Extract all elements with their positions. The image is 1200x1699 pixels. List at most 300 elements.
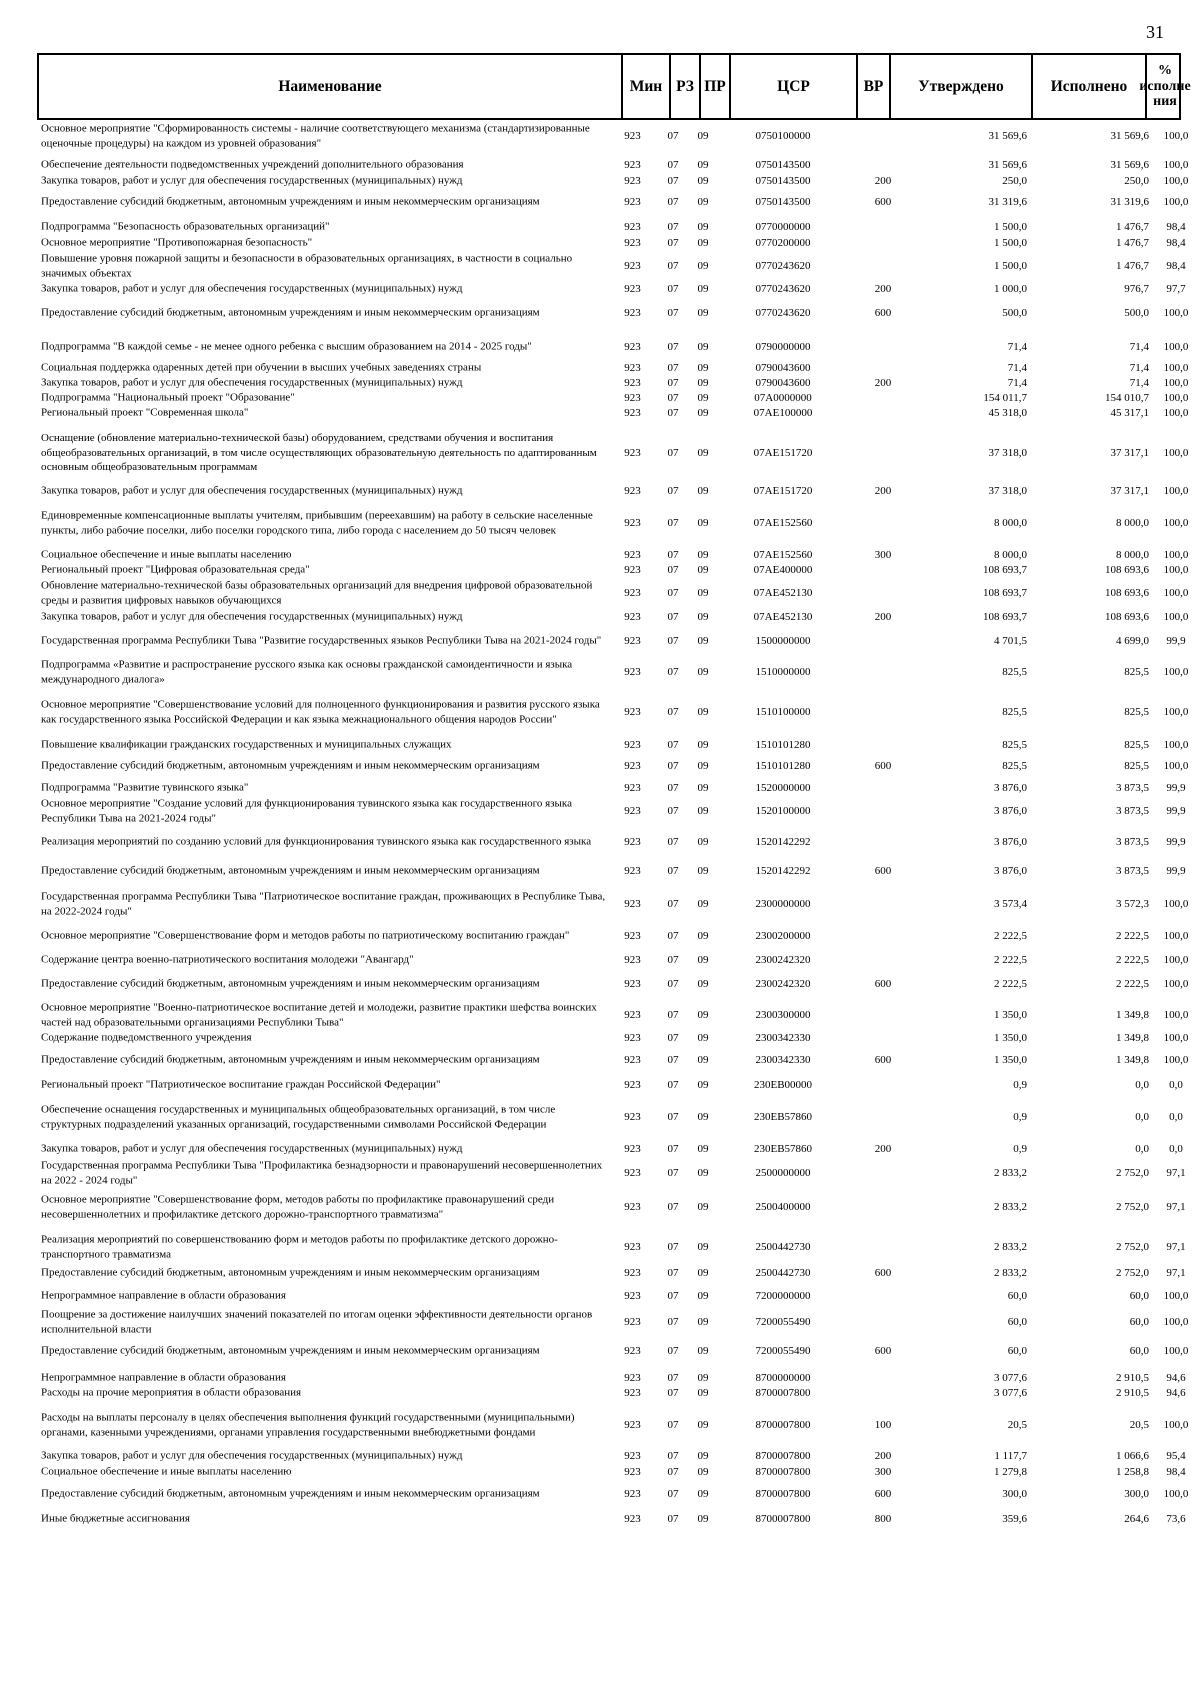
row-pr: 09 <box>697 1009 709 1021</box>
row-pr: 09 <box>697 1111 709 1123</box>
row-min: 923 <box>624 760 641 772</box>
row-rz: 07 <box>667 898 679 910</box>
row-executed: 0,0 <box>1135 1079 1149 1091</box>
row-approved: 8 000,0 <box>994 517 1027 529</box>
row-min: 923 <box>624 175 641 187</box>
table-row <box>37 376 1189 390</box>
row-percent: 100,0 <box>1163 978 1189 990</box>
table-row <box>37 1078 1181 1092</box>
row-name: Содержание подведомственного учреждения <box>41 1031 252 1044</box>
row-rz: 07 <box>667 1009 679 1021</box>
row-rz: 07 <box>667 635 679 647</box>
row-name: Оснащение (обновление материально-технической базы) оборудованием, средствами обучения и воспитания общеобразовательных организаций, в том числе осуществляющих образовательную деятельность по адаптированным основным общеобразовательным программам <box>41 432 597 474</box>
row-executed: 71,4 <box>1129 341 1149 353</box>
row-name: Закупка товаров, работ и услуг для обеспечения государственных (муниципальных) нужд <box>41 484 463 497</box>
row-vr: 300 <box>874 549 892 561</box>
row-csr: 2500000000 <box>755 1167 811 1179</box>
row-csr: 0790000000 <box>755 341 811 353</box>
row-pr: 09 <box>697 1465 709 1478</box>
row-name: Предоставление субсидий бюджетным, автономным учреждениям и иным некоммерческим организациям <box>41 1344 540 1357</box>
row-rz: 07 <box>667 706 679 718</box>
row-name: Закупка товаров, работ и услуг для обеспечения государственных (муниципальных) нужд <box>41 1449 463 1462</box>
row-csr: 1510101280 <box>755 760 811 772</box>
row-approved: 359,6 <box>1002 1513 1027 1525</box>
row-csr: 07АЕ452130 <box>753 587 813 599</box>
table-row <box>37 1449 1186 1463</box>
row-percent: 98,4 <box>1166 1465 1186 1478</box>
row-pr: 09 <box>697 236 709 249</box>
row-min: 923 <box>624 1387 641 1399</box>
row-executed: 8 000,0 <box>1116 549 1149 561</box>
row-name: Основное мероприятие "Создание условий для функционирования тувинского языка как государственного языка Республики Тыва на 2021-2024 годы" <box>41 797 572 824</box>
row-rz: 07 <box>667 1513 679 1525</box>
table-row <box>37 1192 1186 1222</box>
row-csr: 07АЕ151720 <box>753 485 813 497</box>
row-rz: 07 <box>667 1143 679 1155</box>
row-percent: 97,1 <box>1166 1201 1186 1213</box>
header-rz: РЗ <box>671 55 701 118</box>
row-vr: 100 <box>874 1419 892 1431</box>
row-approved: 825,5 <box>1002 738 1027 751</box>
row-pr: 09 <box>697 666 709 678</box>
row-name: Региональный проект "Цифровая образовательная среда" <box>41 563 310 576</box>
row-csr: 07АЕ400000 <box>753 564 813 576</box>
row-csr: 8700007800 <box>755 1513 811 1525</box>
row-approved: 1 500,0 <box>994 260 1027 272</box>
row-executed: 60,0 <box>1129 1316 1149 1328</box>
table-header <box>37 53 1191 120</box>
row-executed: 2 910,5 <box>1116 1387 1149 1399</box>
row-rz: 07 <box>667 1450 679 1462</box>
row-approved: 1 350,0 <box>994 1054 1027 1066</box>
row-name: Социальная поддержка одаренных детей при обучении в высших учебных заведениях страны <box>41 361 482 374</box>
row-min: 923 <box>624 485 641 497</box>
row-percent: 98,4 <box>1166 260 1186 272</box>
row-percent: 100,0 <box>1163 341 1189 353</box>
row-executed: 1 349,8 <box>1116 1009 1149 1021</box>
row-csr: 8700007800 <box>755 1450 811 1462</box>
row-csr: 2500400000 <box>755 1201 811 1213</box>
row-name: Повышение квалификации гражданских государственных и муниципальных служащих <box>41 738 452 751</box>
row-name: Предоставление субсидий бюджетным, автономным учреждениям и иным некоммерческим организациям <box>41 306 540 319</box>
row-percent: 100,0 <box>1163 930 1189 942</box>
row-approved: 825,5 <box>1002 760 1027 772</box>
row-approved: 2 222,5 <box>994 930 1027 942</box>
row-rz: 07 <box>667 930 679 942</box>
row-rz: 07 <box>667 1032 679 1044</box>
row-min: 923 <box>624 236 641 249</box>
row-name: Реализация мероприятий по созданию условий для функционирования тувинского языка как государственного языка <box>41 835 592 848</box>
row-vr: 600 <box>874 307 892 319</box>
row-pr: 09 <box>697 1143 709 1155</box>
row-rz: 07 <box>667 392 679 404</box>
row-csr: 07АЕ152560 <box>753 549 813 561</box>
row-name: Основное мероприятие "Совершенствование условий для полноценного функционирования и развития русского языка как государственного языка Российской Федерации и как языка межнационального общения народов России" <box>41 698 600 725</box>
row-pr: 09 <box>697 517 709 529</box>
row-rz: 07 <box>667 564 679 576</box>
row-pr: 09 <box>697 1513 709 1525</box>
row-rz: 07 <box>667 221 679 233</box>
row-vr: 300 <box>874 1465 892 1478</box>
header-min: Мин <box>623 55 671 118</box>
table-row <box>37 578 1189 608</box>
table-row <box>37 251 1186 281</box>
row-csr: 2300242320 <box>755 954 811 966</box>
row-rz: 07 <box>667 196 679 208</box>
row-executed: 31 569,6 <box>1110 130 1149 142</box>
row-csr: 2300200000 <box>755 930 811 942</box>
row-vr: 600 <box>874 1267 892 1279</box>
row-rz: 07 <box>667 377 679 389</box>
row-pr: 09 <box>697 611 709 623</box>
row-rz: 07 <box>667 341 679 353</box>
row-pr: 09 <box>697 1316 709 1328</box>
row-pr: 09 <box>697 260 709 272</box>
row-name: Подпрограмма "Безопасность образовательных организаций" <box>41 220 330 233</box>
row-name: Единовременные компенсационные выплаты учителям, прибывшим (переехавшим) на работу в сельские населенные пункты, либо рабочие поселки, либо поселки городского типа, либо города с населением до 50 тысяч человек <box>41 509 593 536</box>
row-csr: 1520100000 <box>755 805 811 817</box>
table-row <box>37 976 1189 992</box>
row-percent: 100,0 <box>1163 1032 1189 1044</box>
row-pr: 09 <box>697 283 709 295</box>
row-csr: 8700000000 <box>755 1372 811 1384</box>
row-percent: 100,0 <box>1163 706 1189 718</box>
row-pr: 09 <box>697 898 709 910</box>
row-name: Предоставление субсидий бюджетным, автономным учреждениям и иным некоммерческим организациям <box>41 864 540 877</box>
row-percent: 99,9 <box>1166 782 1186 794</box>
table-row <box>37 1307 1189 1337</box>
row-min: 923 <box>624 738 641 751</box>
row-csr: 0790043600 <box>755 362 811 374</box>
row-approved: 31 319,6 <box>988 196 1027 208</box>
row-min: 923 <box>624 1345 641 1357</box>
row-executed: 2 752,0 <box>1116 1167 1149 1179</box>
row-min: 923 <box>624 221 641 233</box>
row-csr: 0770243620 <box>755 283 811 295</box>
row-min: 923 <box>624 1316 641 1328</box>
row-percent: 100,0 <box>1163 485 1189 497</box>
table-row <box>37 1343 1189 1359</box>
header-executed: Исполнено <box>1033 55 1147 118</box>
row-percent: 100,0 <box>1163 611 1189 623</box>
row-csr: 1510100000 <box>755 706 811 718</box>
row-name: Обновление материально-технической базы образовательных организаций для внедрения цифровой образовательной среды и развития цифровых навыков обучающихся <box>41 579 593 606</box>
row-min: 923 <box>624 1054 641 1066</box>
table-row <box>37 484 1189 498</box>
row-csr: 2300342330 <box>755 1054 811 1066</box>
row-executed: 1 349,8 <box>1116 1054 1149 1066</box>
row-csr: 230EB57860 <box>753 1143 813 1155</box>
row-csr: 0770200000 <box>755 236 811 249</box>
row-vr: 200 <box>874 175 892 187</box>
row-min: 923 <box>624 1111 641 1123</box>
row-approved: 0,9 <box>1013 1079 1027 1091</box>
row-percent: 0,0 <box>1169 1111 1183 1123</box>
table-row <box>37 158 1189 172</box>
table-row <box>37 220 1186 234</box>
row-min: 923 <box>624 898 641 910</box>
row-name: Предоставление субсидий бюджетным, автономным учреждениям и иным некоммерческим организациям <box>41 1053 540 1066</box>
row-min: 923 <box>624 407 641 419</box>
row-approved: 2 833,2 <box>994 1167 1027 1179</box>
row-approved: 500,0 <box>1002 307 1027 319</box>
table-row <box>37 120 1189 152</box>
row-pr: 09 <box>697 1345 709 1357</box>
row-executed: 45 317,1 <box>1110 407 1149 419</box>
header-pr: ПР <box>701 55 731 118</box>
row-csr: 2300300000 <box>755 1009 811 1021</box>
row-name: Непрограммное направление в области образования <box>41 1289 286 1302</box>
row-percent: 100,0 <box>1163 1009 1189 1021</box>
row-approved: 3 876,0 <box>994 865 1027 877</box>
row-rz: 07 <box>667 978 679 990</box>
row-csr: 0750143500 <box>755 175 811 187</box>
row-min: 923 <box>624 1290 641 1302</box>
row-min: 923 <box>624 1167 641 1179</box>
row-pr: 09 <box>697 447 709 459</box>
row-pr: 09 <box>697 175 709 187</box>
row-pr: 09 <box>697 564 709 576</box>
row-executed: 500,0 <box>1124 307 1149 319</box>
row-approved: 71,4 <box>1007 341 1027 353</box>
row-csr: 0770243620 <box>755 260 811 272</box>
row-rz: 07 <box>667 1488 679 1500</box>
row-name: Обеспечение деятельности подведомственных учреждений дополнительного образования <box>41 158 464 171</box>
row-pr: 09 <box>697 1167 709 1179</box>
row-approved: 825,5 <box>1002 706 1027 718</box>
row-executed: 0,0 <box>1135 1111 1149 1123</box>
row-name: Закупка товаров, работ и услуг для обеспечения государственных (муниципальных) нужд <box>41 174 463 187</box>
row-min: 923 <box>624 307 641 319</box>
table-row <box>37 863 1186 879</box>
row-min: 923 <box>624 1079 641 1091</box>
row-approved: 2 833,2 <box>994 1201 1027 1213</box>
table-row <box>37 500 1189 546</box>
row-executed: 976,7 <box>1124 283 1149 295</box>
row-percent: 98,4 <box>1166 236 1186 249</box>
header-csr: ЦСР <box>731 55 858 118</box>
row-rz: 07 <box>667 611 679 623</box>
row-approved: 2 833,2 <box>994 1267 1027 1279</box>
table-row <box>37 1052 1189 1068</box>
row-pr: 09 <box>697 1079 709 1091</box>
row-percent: 94,6 <box>1166 1372 1186 1384</box>
row-min: 923 <box>624 954 641 966</box>
row-pr: 09 <box>697 407 709 419</box>
row-executed: 0,0 <box>1135 1143 1149 1155</box>
row-percent: 100,0 <box>1163 954 1189 966</box>
row-name: Закупка товаров, работ и услуг для обеспечения государственных (муниципальных) нужд <box>41 282 463 295</box>
row-executed: 2 222,5 <box>1116 954 1149 966</box>
row-name: Основное мероприятие "Совершенствование форм, методов работы по профилактике правонарушений среди несовершеннолетних и профилактике детского дорожно-транспортного травматизма" <box>41 1193 555 1220</box>
row-percent: 100,0 <box>1163 1316 1189 1328</box>
page-number: 31 <box>1146 22 1164 42</box>
row-min: 923 <box>624 1201 641 1213</box>
row-percent: 97,1 <box>1166 1167 1186 1179</box>
row-executed: 71,4 <box>1129 362 1149 374</box>
row-rz: 07 <box>667 1241 679 1253</box>
row-percent: 100,0 <box>1163 447 1189 459</box>
row-name: Государственная программа Республики Тыва "Профилактика безнадзорности и правонарушений несовершеннолетних на 2022 - 2024 годы" <box>41 1159 603 1186</box>
row-min: 923 <box>624 978 641 990</box>
row-name: Региональный проект "Патриотическое воспитание граждан Российской Федерации" <box>41 1078 441 1091</box>
row-pr: 09 <box>697 307 709 319</box>
row-pr: 09 <box>697 587 709 599</box>
row-vr: 600 <box>874 865 892 877</box>
row-approved: 108 693,7 <box>983 587 1027 599</box>
row-csr: 230EB57860 <box>753 1111 813 1123</box>
row-csr: 0750100000 <box>755 130 811 142</box>
row-vr: 600 <box>874 760 892 772</box>
row-csr: 2300000000 <box>755 898 811 910</box>
table-row <box>37 657 1189 687</box>
table-row <box>37 1512 1186 1526</box>
row-csr: 07АЕ152560 <box>753 517 813 529</box>
row-csr: 7200055490 <box>755 1316 811 1328</box>
row-rz: 07 <box>667 283 679 295</box>
row-pr: 09 <box>697 1241 709 1253</box>
row-rz: 07 <box>667 1316 679 1328</box>
row-percent: 99,9 <box>1166 805 1186 817</box>
row-approved: 1 279,8 <box>994 1465 1027 1478</box>
row-pr: 09 <box>697 221 709 233</box>
row-percent: 100,0 <box>1163 738 1189 751</box>
row-csr: 230EB00000 <box>753 1079 813 1091</box>
row-percent: 0,0 <box>1169 1079 1183 1091</box>
row-approved: 0,9 <box>1013 1111 1027 1123</box>
table-row <box>37 282 1186 296</box>
row-approved: 154 011,7 <box>983 392 1027 404</box>
row-min: 923 <box>624 635 641 647</box>
row-executed: 264,6 <box>1124 1513 1149 1525</box>
row-name: Предоставление субсидий бюджетным, автономным учреждениям и иным некоммерческим организациям <box>41 1266 540 1279</box>
row-approved: 2 833,2 <box>994 1241 1027 1253</box>
row-approved: 3 077,6 <box>994 1372 1027 1384</box>
row-rz: 07 <box>667 407 679 419</box>
row-pr: 09 <box>697 1372 709 1384</box>
row-rz: 07 <box>667 1419 679 1431</box>
row-pr: 09 <box>697 1419 709 1431</box>
row-name: Иные бюджетные ассигнования <box>41 1512 190 1525</box>
row-executed: 3 572,3 <box>1116 898 1149 910</box>
row-csr: 1520142292 <box>755 836 811 848</box>
row-executed: 3 873,5 <box>1116 865 1149 877</box>
row-vr: 200 <box>874 1450 892 1462</box>
row-vr: 600 <box>874 1054 892 1066</box>
row-pr: 09 <box>697 805 709 817</box>
row-rz: 07 <box>667 130 679 142</box>
row-percent: 100,0 <box>1163 1054 1189 1066</box>
row-executed: 37 317,1 <box>1110 447 1149 459</box>
row-min: 923 <box>624 666 641 678</box>
row-csr: 7200055490 <box>755 1345 811 1357</box>
row-csr: 0790043600 <box>755 377 811 389</box>
row-approved: 3 876,0 <box>994 805 1027 817</box>
row-percent: 99,9 <box>1166 635 1186 647</box>
table-row <box>37 391 1189 405</box>
row-min: 923 <box>624 130 641 142</box>
row-percent: 95,4 <box>1166 1450 1186 1462</box>
row-approved: 4 701,5 <box>994 635 1027 647</box>
row-min: 923 <box>624 1372 641 1384</box>
row-approved: 2 222,5 <box>994 954 1027 966</box>
row-executed: 825,5 <box>1124 738 1149 751</box>
row-pr: 09 <box>697 1387 709 1399</box>
table-row <box>37 610 1189 624</box>
row-name: Расходы на прочие мероприятия в области образования <box>41 1386 302 1399</box>
row-pr: 09 <box>697 159 709 171</box>
row-approved: 0,9 <box>1013 1143 1027 1155</box>
row-approved: 60,0 <box>1007 1316 1027 1328</box>
row-name: Повышение уровня пожарной защиты и безопасности в образовательных организациях, в частности в социально значимых объектах <box>41 252 573 279</box>
row-pr: 09 <box>697 1201 709 1213</box>
row-pr: 09 <box>697 1032 709 1044</box>
table-row <box>37 1464 1186 1479</box>
table-row <box>37 921 1189 951</box>
row-min: 923 <box>624 283 641 295</box>
row-rz: 07 <box>667 159 679 171</box>
row-min: 923 <box>624 836 641 848</box>
row-vr: 200 <box>874 611 892 623</box>
row-approved: 108 693,7 <box>983 611 1027 623</box>
row-approved: 3 876,0 <box>994 836 1027 848</box>
row-csr: 07АЕ151720 <box>753 447 813 459</box>
row-min: 923 <box>624 805 641 817</box>
row-executed: 2 752,0 <box>1116 1201 1149 1213</box>
row-name: Закупка товаров, работ и услуг для обеспечения государственных (муниципальных) нужд <box>41 376 463 389</box>
row-approved: 1 350,0 <box>994 1009 1027 1021</box>
row-csr: 8700007800 <box>755 1488 811 1500</box>
row-name: Предоставление субсидий бюджетным, автономным учреждениям и иным некоммерческим организациям <box>41 195 540 208</box>
row-min: 923 <box>624 362 641 374</box>
row-rz: 07 <box>667 1372 679 1384</box>
row-rz: 07 <box>667 1465 679 1478</box>
row-name: Подпрограмма «Развитие и распространение русского языка как основы гражданской самоидентичности и языка международного диалога» <box>41 658 573 685</box>
row-rz: 07 <box>667 738 679 751</box>
row-min: 923 <box>624 260 641 272</box>
row-csr: 2300242320 <box>755 978 811 990</box>
row-percent: 99,9 <box>1166 865 1186 877</box>
header-approved: Утверждено <box>891 55 1033 118</box>
row-percent: 97,1 <box>1166 1241 1186 1253</box>
row-percent: 100,0 <box>1163 377 1189 389</box>
row-rz: 07 <box>667 1345 679 1357</box>
table-row <box>37 339 1189 355</box>
row-csr: 1510000000 <box>755 666 811 678</box>
row-approved: 1 500,0 <box>994 221 1027 233</box>
row-pr: 09 <box>697 930 709 942</box>
row-csr: 07А0000000 <box>754 392 812 404</box>
row-pr: 09 <box>697 978 709 990</box>
table-row <box>37 953 1189 967</box>
table-row <box>37 1289 1189 1303</box>
row-approved: 108 693,7 <box>983 564 1027 576</box>
row-name: Социальное обеспечение и иные выплаты населению <box>41 548 292 561</box>
row-min: 923 <box>624 1513 641 1525</box>
row-percent: 100,0 <box>1163 1419 1189 1431</box>
row-min: 923 <box>624 1143 641 1155</box>
row-executed: 3 873,5 <box>1116 836 1149 848</box>
row-min: 923 <box>624 1241 641 1253</box>
row-rz: 07 <box>667 1267 679 1279</box>
row-rz: 07 <box>667 362 679 374</box>
row-min: 923 <box>624 392 641 404</box>
row-min: 923 <box>624 159 641 171</box>
row-name: Социальное обеспечение и иные выплаты населению <box>41 1465 292 1478</box>
row-percent: 100,0 <box>1163 517 1189 529</box>
row-executed: 3 873,5 <box>1116 782 1149 794</box>
row-rz: 07 <box>667 1387 679 1399</box>
